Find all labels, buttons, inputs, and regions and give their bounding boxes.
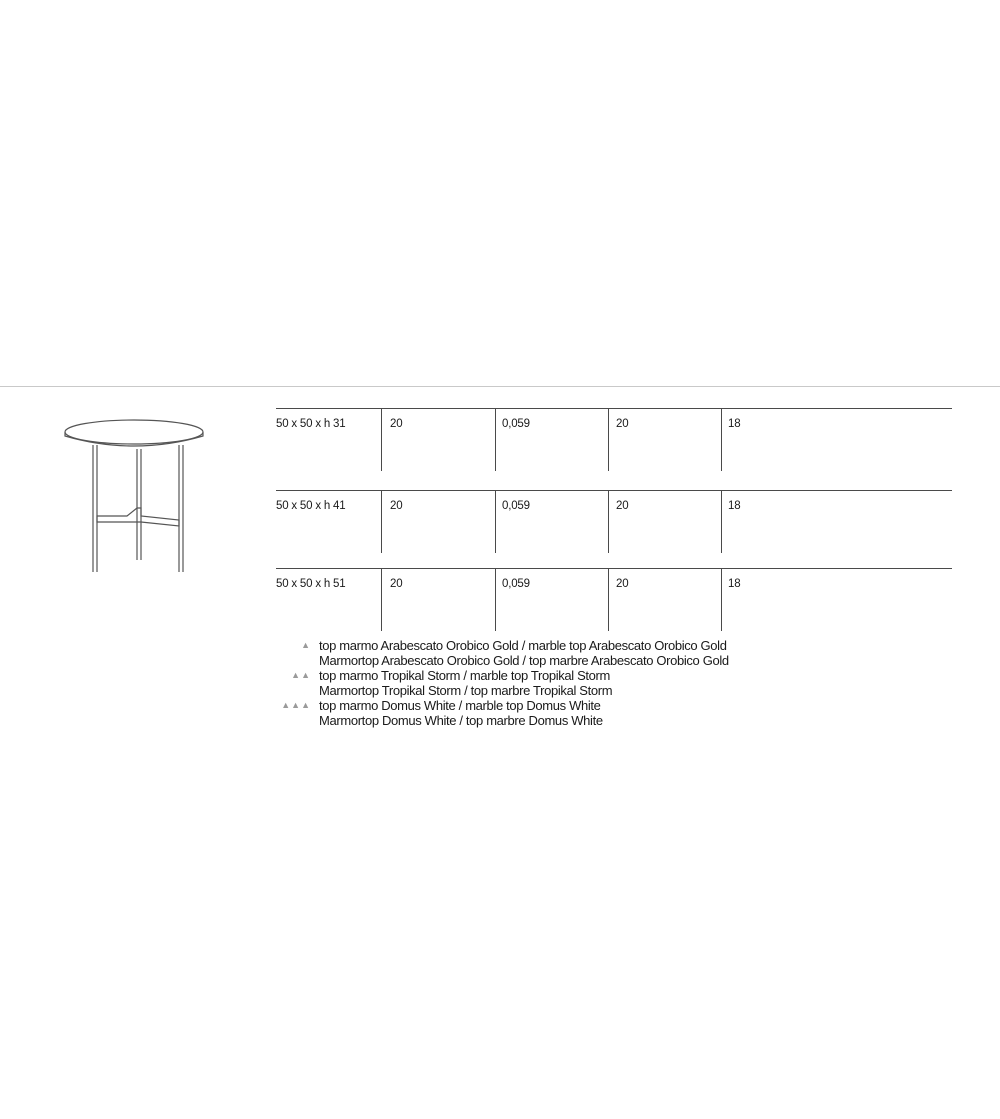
column-rule: [608, 568, 609, 631]
dimensions-cell: 50 x 50 x h 31: [276, 418, 346, 430]
legend-item: [276, 638, 876, 668]
column-rule: [608, 490, 609, 553]
value-cell: 20: [616, 578, 629, 590]
legend-line-secondary: Marmortop Domus White / top marbre Domus White: [319, 713, 603, 728]
value-cell: 18: [728, 500, 741, 512]
column-rule: [608, 408, 609, 471]
side-table-drawing: [62, 414, 222, 576]
column-rule: [495, 568, 496, 631]
column-rule: [381, 490, 382, 553]
column-rule: [721, 490, 722, 553]
dimensions-cell: 50 x 50 x h 51: [276, 578, 346, 590]
value-cell: 20: [616, 500, 629, 512]
column-rule: [381, 568, 382, 631]
row-rule: [276, 568, 952, 569]
column-rule: [721, 568, 722, 631]
legend-item: [276, 698, 876, 728]
legend-line-secondary: Marmortop Tropikal Storm / top marbre Tropikal Storm: [319, 683, 613, 698]
legend-line-primary: top marmo Arabescato Orobico Gold / marble top Arabescato Orobico Gold: [319, 638, 727, 653]
value-cell: 20: [390, 500, 403, 512]
column-rule: [381, 408, 382, 471]
value-cell: 0,059: [502, 578, 530, 590]
row-rule: [276, 490, 952, 491]
legend-line-primary: top marmo Domus White / marble top Domus White: [319, 698, 601, 713]
row-rule: [276, 408, 952, 409]
legend-line-secondary: Marmortop Arabescato Orobico Gold / top marbre Arabescato Orobico Gold: [319, 653, 729, 668]
value-cell: 20: [616, 418, 629, 430]
legend-line-primary: top marmo Tropikal Storm / marble top Tropikal Storm: [319, 668, 611, 683]
value-cell: 0,059: [502, 418, 530, 430]
value-cell: 20: [390, 578, 403, 590]
triangle-marker-icon: ▲▲: [291, 670, 311, 680]
triangle-marker-icon: ▲: [301, 640, 311, 650]
section-divider: [0, 386, 1000, 387]
value-cell: 20: [390, 418, 403, 430]
dimensions-cell: 50 x 50 x h 41: [276, 500, 346, 512]
value-cell: 18: [728, 418, 741, 430]
triangle-marker-icon: ▲▲▲: [281, 700, 311, 710]
column-rule: [495, 408, 496, 471]
legend: [276, 638, 876, 728]
value-cell: 18: [728, 578, 741, 590]
value-cell: 0,059: [502, 500, 530, 512]
column-rule: [721, 408, 722, 471]
legend-item: [276, 668, 876, 698]
column-rule: [495, 490, 496, 553]
